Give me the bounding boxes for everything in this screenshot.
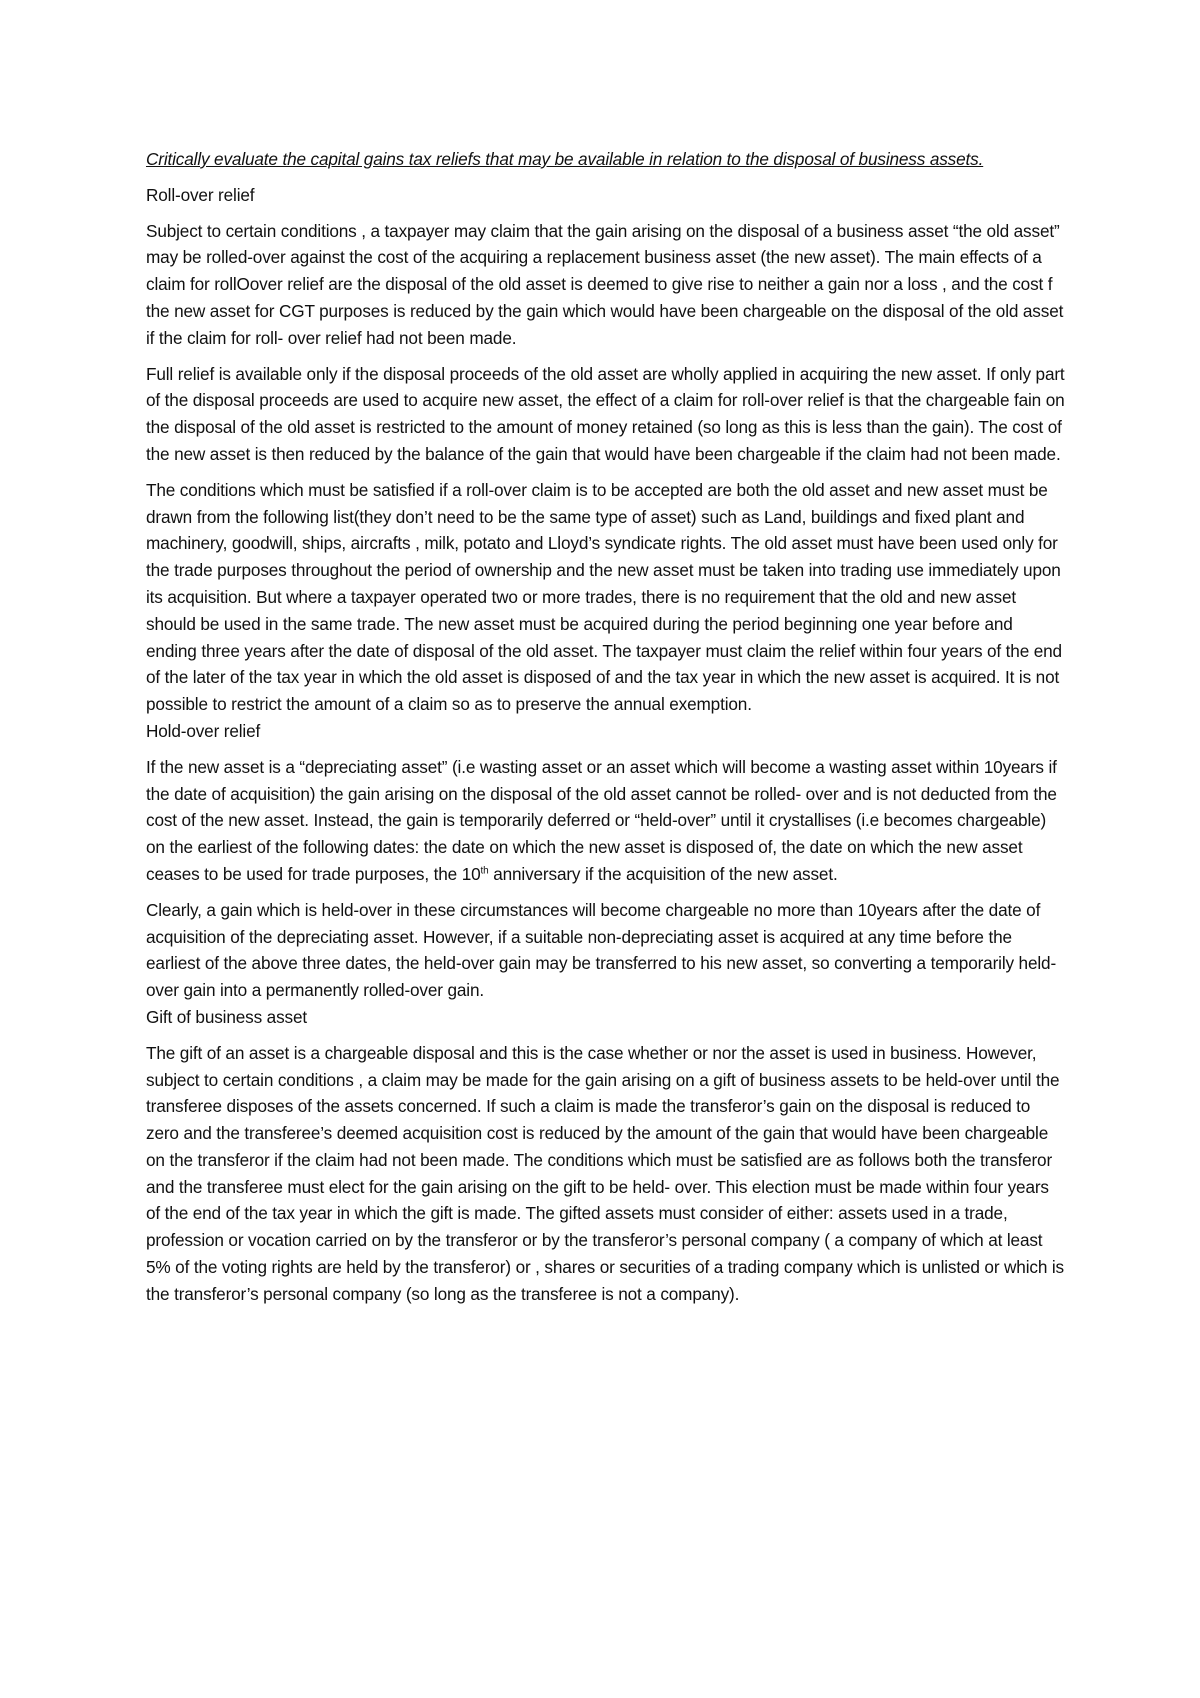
section-heading: Hold-over relief [146,720,261,741]
paragraph: Subject to certain conditions , a taxpayer may claim that the gain arising on the disposal of a business asset “the old asset” may be rolled-over against the cost of the acquiring a replacement business asset (the new asset). The main effects of a claim for rollOover relief are the disposal of the old asset is deemed to give rise to neither a gain nor a loss , and the cost f the new asset for CGT purposes is reduced by the gain which would have been chargeable on the disposal of the old asset if the claim for roll- over relief had not been made. [146,220,1064,348]
section-roll-over-relief [146,182,1066,718]
paragraph: The gift of an asset is a chargeable disposal and this is the case whether or nor the asset is used in business. However, subject to certain conditions , a claim may be made for the gain arising on a gift of business assets to be held-over until the transferee disposes of the assets concerned. If such a claim is made the transferor’s gain on the disposal is reduced to zero and the transferee’s deemed acquisition cost is reduced by the amount of the gain that would have been chargeable on the transferor if the claim had not been made. The conditions which must be satisfied are as follows both the transferor and the transferee must elect for the gain arising on the gift to be held- over. This election must be made within four years of the end of the tax year in which the gift is made. The gifted assets must consider of either: assets used in a trade, profession or vocation carried on by the transferor or by the transferor’s personal company ( a company of which at least 5% of the voting rights are held by the transferor) or , shares or securities of a trading company which is unlisted or which is the transferor’s personal company (so long as the transferee is not a company). [146,1042,1064,1304]
document-title: Critically evaluate the capital gains tax reliefs that may be available in relation to the disposal of business assets. [146,149,984,169]
ordinal-superscript: th [480,865,489,877]
section-heading: Roll-over relief [146,184,255,205]
paragraph-text: If the new asset is a “depreciating asset” (i.e wasting asset or an asset which will become a wasting asset within 10years if the date of acquisition) the gain arising on the disposal of the old asset cannot be rolled- over and is not deducted from the cost of the new asset. Instead, the gain is temporarily deferred or “held-over” until it crystallises (i.e becomes chargeable) on the earliest of the following dates: the date on which the new asset is disposed of, the date on which the new asset ceases to be used for trade purposes, the 10 [146,756,1057,884]
document-body [146,146,1066,1308]
paragraph: Clearly, a gain which is held-over in these circumstances will become chargeable no more than 10years after the date of acquisition of the depreciating asset. However, if a suitable non-depreciating asset is acquired at any time before the earliest of the above three dates, the held-over gain may be transferred to his new asset, so converting a temporarily held-over gain into a permanently rolled-over gain. [146,899,1057,1001]
paragraph: The conditions which must be satisfied if a roll-over claim is to be accepted are both the old asset and new asset must be drawn from the following list(they don’t need to be the same type of asset) such as Land, buildings and fixed plant and machinery, goodwill, ships, aircrafts , milk, potato and Lloyd’s syndicate rights. The old asset must have been used only for the trade purposes throughout the period of ownership and the new asset must be taken into trading use immediately upon its acquisition. But where a taxpayer operated two or more trades, there is no requirement that the old and new asset should be used in the same trade. The new asset must be acquired during the period beginning one year before and ending three years after the date of disposal of the old asset. The taxpayer must claim the relief within four years of the end of the later of the tax year in which the old asset is disposed of and the tax year in which the new asset is acquired. It is not possible to restrict the amount of a claim so as to preserve the annual exemption. [146,479,1062,715]
paragraph [146,754,1066,888]
paragraph: Full relief is available only if the disposal proceeds of the old asset are wholly applied in acquiring the new asset. If only part of the disposal proceeds are used to acquire new asset, the effect of a claim for roll-over relief is that the chargeable fain on the disposal of the old asset is restricted to the amount of money retained (so long as this is less than the gain). The cost of the new asset is then reduced by the balance of the gain that would have been chargeable if the claim had not been made. [146,363,1065,464]
section-hold-over-relief [146,718,1066,1004]
paragraph-text: anniversary if the acquisition of the new asset. [488,863,838,884]
section-heading: Gift of business asset [146,1006,308,1027]
section-gift-of-business-asset [146,1004,1066,1308]
